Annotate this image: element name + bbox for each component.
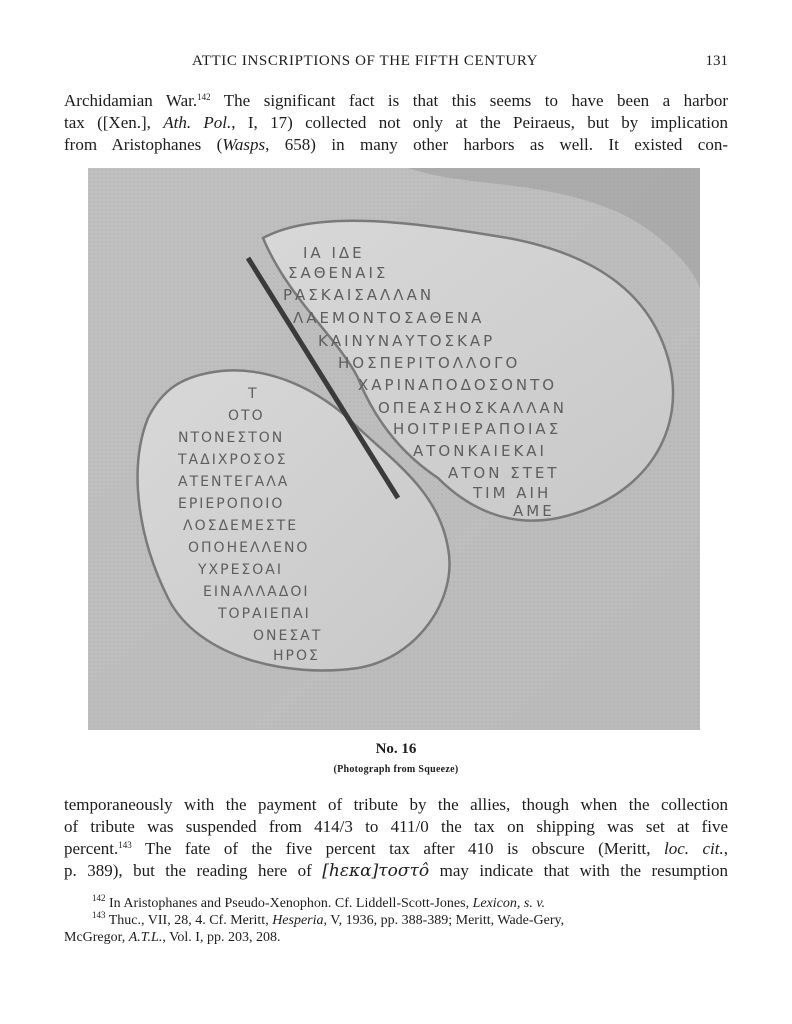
- paragraph-line: of tribute was suspended from 414/3 to 411/0 the tax on shipping was set at five: [64, 817, 728, 836]
- footnote-143: $^{143}$ Thuc., VII, 28, 4. Cf. Meritt, Hesperia, V, 1936, pp. 388-389; Meritt, Wade-Gery,: [92, 910, 565, 928]
- inscription-line: ΗΟΣΠΕΡΙΤΟΛΛΟΓΟ: [338, 354, 521, 372]
- inscription-line: ΣΑΘΕΝΑΙΣ: [288, 264, 389, 282]
- inscription-line: ΛΑΕΜΟΝΤΟΣΑΘΕΝΑ: [293, 309, 485, 327]
- inscription-line: ΗΡΟΣ: [273, 648, 320, 664]
- inscription-line: ΚΑΙΝΥΝΑΥΤΟΣΚΑΡ: [318, 332, 496, 350]
- inscription-line: ΑΤΟΝΚΑΙΕΚΑΙ: [413, 442, 547, 460]
- footnote-142: $^{142}$ In Aristophanes and Pseudo-Xenophon. Cf. Liddell-Scott-Jones, Lexicon, s. v.: [92, 893, 546, 911]
- paragraph-line: percent.$^{143}$ The fate of the five percent tax after 410 is obscure (Meritt, loc. cit.,: [64, 839, 728, 858]
- inscription-line: ΧΑΡΙΝΑΠΟΔΟΣΟΝΤΟ: [358, 376, 558, 394]
- paragraph-top: [64, 90, 728, 156]
- inscription-photograph: [88, 168, 700, 730]
- inscription-line: ΛΟΣΔΕΜΕΣΤΕ: [183, 518, 299, 534]
- running-title: ATTIC INSCRIPTIONS OF THE FIFTH CENTURY: [192, 53, 539, 69]
- inscription-line: ΑΤΕΝΤΕΓΑΛΑ: [178, 474, 290, 490]
- inscription-line: ΡΑΣΚΑΙΣΑΛΛΑΝ: [283, 286, 435, 304]
- inscription-line: ΟΤΟ: [228, 408, 265, 424]
- inscription-line: ΤΙΜ ΑΙΗ: [473, 484, 552, 502]
- inscription-line: ΙΑ ΙΔΕ: [303, 244, 365, 262]
- figure-caption-subtitle: (Photograph from Squeeze): [333, 764, 459, 775]
- paragraph-line: Archidamian War.$^{142}$ The significant fact is that this seems to have been a harbor: [64, 91, 728, 110]
- inscription-line: ΑΜΕ: [513, 502, 555, 520]
- inscription-line: ΥΧΡΕΣΟΑΙ: [198, 562, 284, 578]
- inscription-line: ΗΟΙΤΡΙΕΡΑΠΟΙΑΣ: [393, 420, 562, 438]
- inscription-line: ΟΠΕΑΣΗΟΣΚΑΛΛΑΝ: [378, 399, 567, 417]
- inscription-line: Τ: [248, 386, 259, 402]
- inscription-line: ΝΤΟΝΕΣΤΟΝ: [178, 430, 285, 446]
- paragraph-bottom: [64, 794, 728, 882]
- footnotes: [64, 895, 728, 946]
- inscription-line: ΟΠΟΗΕΛΛΕΝΟ: [188, 540, 310, 556]
- figure-caption-title: No. 16: [375, 741, 417, 757]
- inscription-line: ΑΤΟΝ ΣΤΕΤ: [448, 464, 560, 482]
- page-number: 131: [705, 53, 728, 69]
- footnote-ref-142[interactable]: 142: [197, 92, 211, 102]
- greek-reading: [ℎεκα]τοστô: [322, 861, 430, 881]
- footnote-ref-143[interactable]: 143: [118, 840, 132, 850]
- inscription-line: ΕΙΝΑΛΛΑΔΟΙ: [203, 584, 310, 600]
- running-header: [64, 53, 728, 75]
- footnote-143-continued: McGregor, A.T.L., Vol. I, pp. 203, 208.: [64, 930, 281, 945]
- inscription-line: ΟΝΕΣΑΤ: [253, 628, 323, 644]
- inscription-line: ΕΡΙΕΡΟΠΟΙΟ: [178, 496, 285, 512]
- paragraph-line: tax ([Xen.], Ath. Pol., I, 17) collected not only at the Peiraeus, but by implication: [64, 113, 729, 132]
- paragraph-line: p. 389), but the reading here of [ℎεκα]τοστô may indicate that with the resumption: [64, 861, 728, 881]
- inscription-line: ΤΑΔΙΧΡΟΣΟΣ: [178, 452, 288, 468]
- inscription-line: ΤΟΡΑΙΕΠΑΙ: [218, 606, 311, 622]
- paragraph-line: from Aristophanes (Wasps, 658) in many other harbors as well. It existed con-: [64, 135, 728, 154]
- paragraph-line: temporaneously with the payment of tribute by the allies, though when the collection: [64, 795, 728, 814]
